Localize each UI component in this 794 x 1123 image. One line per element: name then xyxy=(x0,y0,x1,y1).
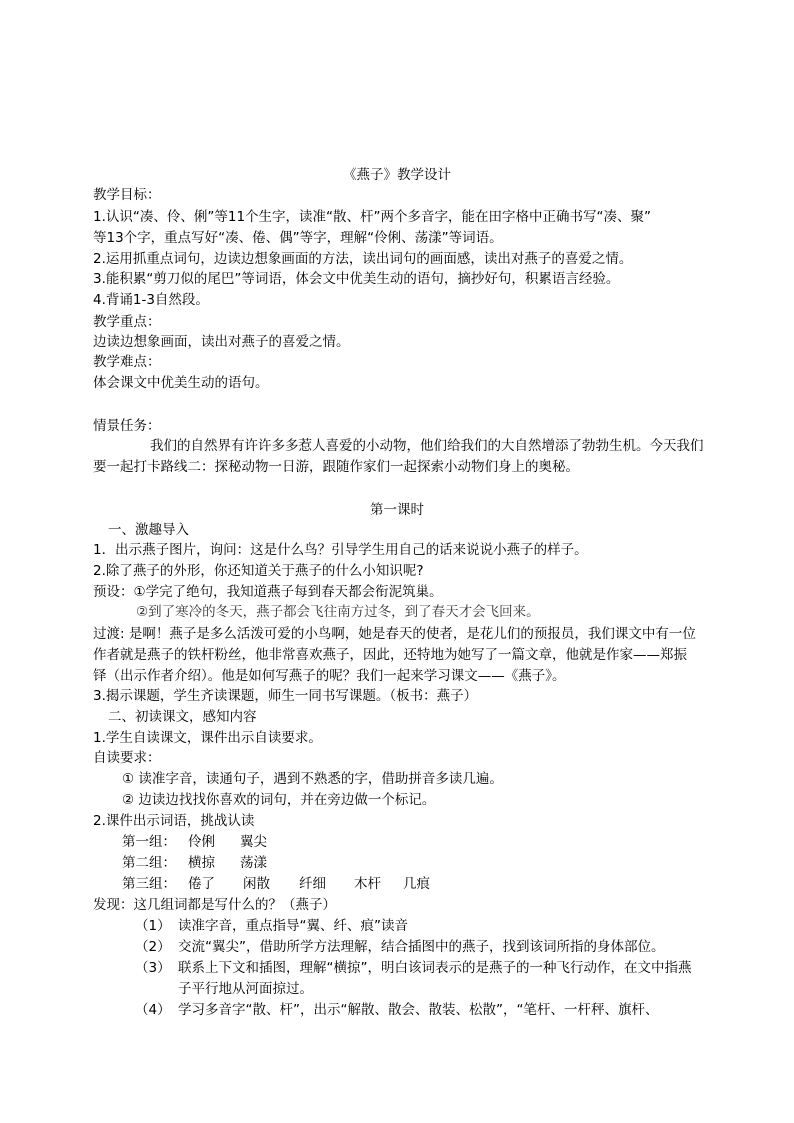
section-line: 自读要求： xyxy=(93,750,161,766)
difficulties-heading: 教学难点： xyxy=(93,354,161,370)
step-text: 学习多音字“散、杆”，出示“解散、散会、散装、松散”，“笔杆、一杆秤、旗杆、 xyxy=(178,1002,659,1018)
word-group-label: 第一组： xyxy=(122,834,176,850)
section-line: ② 边读边找找你喜欢的词句，并在旁边做一个标记。 xyxy=(122,792,436,808)
key-points-heading: 教学重点： xyxy=(93,314,161,330)
scenario-line: 我们的自然界有许许多多惹人喜爱的小动物，他们给我们的大自然增添了勃勃生机。今天我们 xyxy=(150,438,704,454)
section-heading: 二、初读课文，感知内容 xyxy=(108,709,257,725)
key-points-text: 边读边想象画面，读出对燕子的喜爱之情。 xyxy=(93,334,350,350)
section-line: 1.学生自读课文，课件出示自读要求。 xyxy=(93,730,322,746)
objective-line: 2.运用抓重点词句，边读边想象画面的方法，读出词句的画面感，读出对燕子的喜爱之情。 xyxy=(93,251,633,267)
step-number: （1） xyxy=(135,918,171,934)
step-number: （3） xyxy=(135,960,171,976)
word-item: 几痕 xyxy=(403,876,430,892)
section-line: 作者就是燕子的铁杆粉丝，他非常喜欢燕子，因此，还特地为她写了一篇文章，他就是作家——郑振 xyxy=(93,647,687,663)
word-item: 伶俐 xyxy=(188,834,215,850)
document-title: 《燕子》教学设计 xyxy=(343,167,451,183)
lesson-title: 第一课时 xyxy=(370,502,424,518)
section-line: 过渡: 是啊！燕子是多么活泼可爱的小鸟啊，她是春天的使者，是花儿们的预报员，我们课文中有一位 xyxy=(93,626,696,642)
word-group-label: 第二组： xyxy=(122,855,176,871)
section-line: 预设：①学完了绝句，我知道燕子每到春天都会衔泥筑巢。 xyxy=(93,584,443,600)
section-line: 3.揭示课题，学生齐读课题，师生一同书写课题。（板书：燕子） xyxy=(93,688,478,704)
scenario-line: 要一起打卡路线二：探秘动物一日游，跟随作家们一起探索小动物们身上的奥秘。 xyxy=(93,459,579,475)
word-group-label: 第三组： xyxy=(122,876,176,892)
word-item: 纤细 xyxy=(299,876,326,892)
step-text: 读准字音，重点指导“翼、纤、痕”读音 xyxy=(178,918,408,934)
step-text: 子平行地从河面掠过。 xyxy=(178,981,313,997)
difficulties-text: 体会课文中优美生动的语句。 xyxy=(93,375,269,391)
section-line: ① 读准字音，读通句子，遇到不熟悉的字，借助拼音多读几遍。 xyxy=(122,771,503,787)
section-line: 2.课件出示词语，挑战认读 xyxy=(93,813,255,829)
objective-line: 4.背诵1-3自然段。 xyxy=(93,292,209,308)
word-item: 木杆 xyxy=(354,876,381,892)
section-line: 铎（出示作者介绍）。他是如何写燕子的呢？我们一起来学习课文——《燕子》。 xyxy=(93,668,566,684)
section-line: 1．出示燕子图片，询问：这是什么鸟？引导学生用自己的话来说说小燕子的样子。 xyxy=(93,542,588,558)
step-text: 交流“翼尖”，借助所学方法理解，结合插图中的燕子，找到该词所指的身体部位。 xyxy=(178,939,665,955)
objective-line: 等13个字，重点写好“凑、倦、偶”等字，理解“伶俐、荡漾”等词语。 xyxy=(93,230,503,246)
section-heading: 一、激趣导入 xyxy=(108,522,189,538)
word-item: 荡漾 xyxy=(240,855,267,871)
word-item: 倦了 xyxy=(188,876,215,892)
objectives-heading: 教学目标： xyxy=(93,187,161,203)
scenario-heading: 情景任务： xyxy=(93,418,161,434)
word-item: 闲散 xyxy=(243,876,270,892)
step-number: （4） xyxy=(135,1002,171,1018)
step-text: 联系上下文和插图，理解“横掠”，明白该词表示的是燕子的一种飞行动作，在文中指燕 xyxy=(178,960,692,976)
section-line: 2.除了燕子的外形，你还知道关于燕子的什么小知识呢? xyxy=(93,563,424,579)
objective-line: 3.能积累“剪刀似的尾巴”等词语，体会文中优美生动的语句，摘抄好句，积累语言经验。 xyxy=(93,271,620,287)
step-number: （2） xyxy=(135,939,171,955)
section-line: ②到了寒冷的冬天，燕子都会飞往南方过冬，到了春天才会飞回来。 xyxy=(136,604,540,620)
objective-line: 1.认识“凑、伶、俐”等11个生字，读准“散、杆”两个多音字，能在田字格中正确书写“凑、聚” xyxy=(93,209,652,225)
discovery-line: 发现：这几组词都是写什么的？（燕子） xyxy=(93,897,336,913)
word-item: 翼尖 xyxy=(240,834,267,850)
word-item: 横掠 xyxy=(188,855,215,871)
